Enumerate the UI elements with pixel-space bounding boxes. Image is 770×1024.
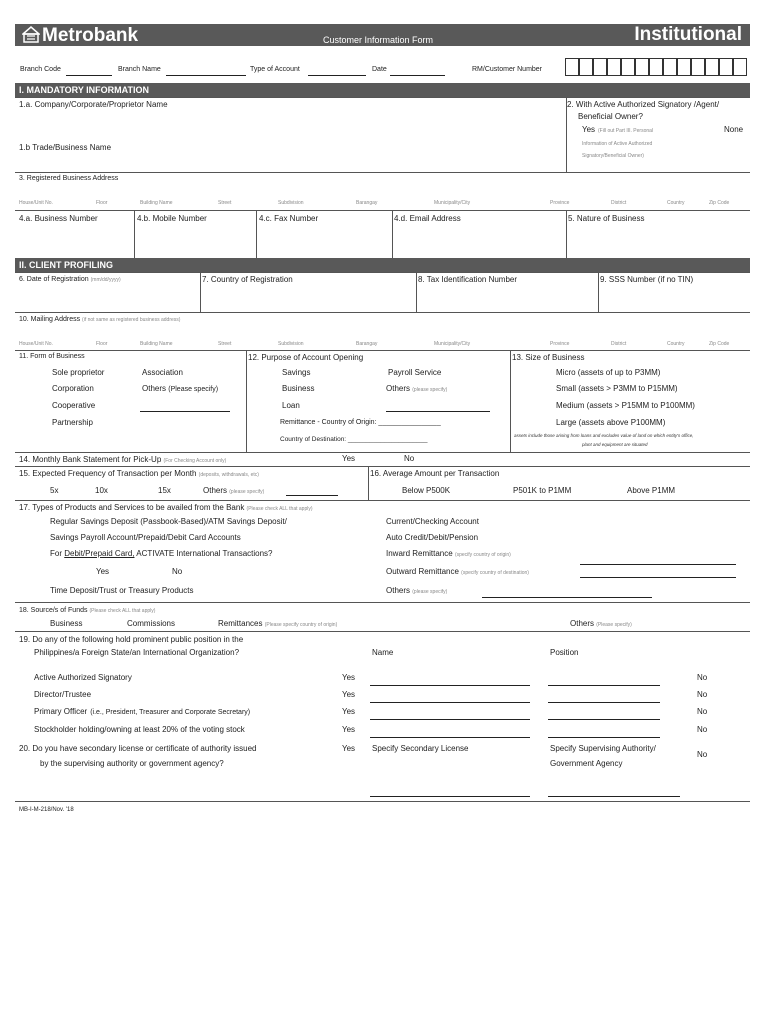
- q17-debit-activate: For Debit/Prepaid Card, ACTIVATE International Transactions?: [50, 549, 273, 558]
- q17-auto-credit[interactable]: Auto Credit/Debit/Pension: [386, 533, 479, 542]
- fax-number-label: 4.c. Fax Number: [259, 214, 319, 223]
- q19-yes[interactable]: Yes: [342, 673, 356, 682]
- q19-no[interactable]: No: [697, 673, 708, 682]
- q15-others-field[interactable]: [286, 495, 338, 496]
- rm-number-label: RM/Customer Number: [472, 66, 543, 73]
- q11-sole[interactable]: Sole proprietor: [52, 368, 105, 377]
- q13-small[interactable]: Small (assets > P3MM to P15MM): [556, 384, 678, 393]
- q16-mid[interactable]: P501K to P1MM: [513, 486, 572, 495]
- q17-yes[interactable]: Yes: [96, 567, 110, 576]
- q11-association[interactable]: Association: [142, 368, 183, 377]
- q12-loan[interactable]: Loan: [282, 401, 300, 410]
- q17-others-field[interactable]: [482, 597, 652, 598]
- q19-yes[interactable]: Yes: [342, 725, 356, 734]
- address-field-label: Subdivision: [278, 341, 304, 347]
- address-field-label: Province: [550, 341, 570, 347]
- address-field-label: House/Unit No.: [19, 341, 53, 347]
- rm-number-box[interactable]: [607, 58, 621, 76]
- address-field-label: Country: [667, 200, 685, 206]
- q17-others: Others (please specify): [386, 586, 448, 595]
- q19-row-label: Primary Officer (i.e., President, Treasurer and Corporate Secretary): [34, 707, 251, 716]
- address-field-label: Subdivision: [278, 200, 304, 206]
- q19-row-label: Director/Trustee: [34, 690, 92, 699]
- q19-position-field[interactable]: [548, 737, 660, 738]
- q18-remittances: Remittances (Please specify country of origin): [218, 619, 338, 628]
- form-type: Institutional: [634, 24, 742, 45]
- rm-number-box[interactable]: [593, 58, 607, 76]
- q20-specify-authority: Specify Supervising Authority/: [550, 744, 656, 753]
- q16-below[interactable]: Below P500K: [402, 486, 451, 495]
- q2-yes-option[interactable]: Yes: [582, 125, 596, 134]
- q12-label: 12. Purpose of Account Opening: [248, 353, 364, 362]
- date-label: Date: [372, 66, 387, 73]
- sss-label: 9. SSS Number (if no TIN): [600, 275, 694, 284]
- address-field-label: House/Unit No.: [19, 200, 53, 206]
- q12-others: Others (please specify): [386, 384, 448, 393]
- rm-number-box[interactable]: [635, 58, 649, 76]
- address-field-label: Country: [667, 341, 685, 347]
- q19-position-field[interactable]: [548, 685, 660, 686]
- q14-label: 14. Monthly Bank Statement for Pick-Up (For Checking Account only): [19, 455, 227, 464]
- address-field-label: Zip Code: [709, 200, 730, 206]
- q17-inward-field[interactable]: [580, 564, 736, 565]
- q11-corporation[interactable]: Corporation: [52, 384, 94, 393]
- q17-outward-field[interactable]: [580, 577, 736, 578]
- q19-name-field[interactable]: [370, 702, 530, 703]
- rm-number-box[interactable]: [705, 58, 719, 76]
- date-registration-label: 6. Date of Registration (mm/dd/yyyy): [19, 276, 121, 283]
- address-field-label: Building Name: [140, 200, 173, 206]
- rm-number-box[interactable]: [719, 58, 733, 76]
- q2-none-option[interactable]: None: [724, 125, 744, 134]
- mailing-address-label: 10. Mailing Address (if not same as registered business address): [19, 316, 181, 323]
- section-2-header: II. CLIENT PROFILING: [15, 258, 750, 272]
- q20-no[interactable]: No: [697, 750, 708, 759]
- q19-name-field[interactable]: [370, 737, 530, 738]
- q19-name-field[interactable]: [370, 685, 530, 686]
- q20-gov-agency: Government Agency: [550, 759, 623, 768]
- q17-outward: Outward Remittance (specify country of destination): [386, 567, 529, 576]
- account-type-field[interactable]: [308, 75, 366, 76]
- mobile-number-label: 4.b. Mobile Number: [137, 214, 207, 223]
- q2-yes-note-2: Information of Active Authorized: [582, 141, 653, 147]
- q12-others-field[interactable]: [386, 411, 490, 412]
- address-field-label: Zip Code: [709, 341, 730, 347]
- address-field-label: Province: [550, 200, 570, 206]
- address-field-label: Municipality/City: [434, 341, 471, 347]
- q13-medium[interactable]: Medium (assets > P15MM to P100MM): [556, 401, 695, 410]
- rm-number-box[interactable]: [663, 58, 677, 76]
- q20-label: 20. Do you have secondary license or certificate of authority issued: [19, 744, 257, 753]
- q19-yes[interactable]: Yes: [342, 690, 356, 699]
- q12-remit-dest[interactable]: Country of Destination: ______________________: [280, 436, 428, 443]
- address-field-label: Barangay: [356, 200, 378, 206]
- q13-label: 13. Size of Business: [512, 353, 585, 362]
- address-field-label: Street: [218, 200, 232, 206]
- q12-business[interactable]: Business: [282, 384, 315, 393]
- trade-name-label: 1.b Trade/Business Name: [19, 143, 112, 152]
- q17-label: 17. Types of Products and Services to be availed from the Bank (Please check ALL that apply): [19, 503, 313, 512]
- address-field-label: Building Name: [140, 341, 173, 347]
- q11-partnership[interactable]: Partnership: [52, 418, 93, 427]
- q19-label-b: Philippines/a Foreign State/an International Organization?: [34, 648, 240, 657]
- rm-number-box[interactable]: [621, 58, 635, 76]
- q20-authority-field[interactable]: [548, 796, 680, 797]
- rm-number-box[interactable]: [579, 58, 593, 76]
- q15-15x[interactable]: 15x: [158, 486, 171, 495]
- q18-commissions[interactable]: Commissions: [127, 619, 176, 628]
- q2-label-b: Beneficial Owner?: [578, 112, 643, 121]
- address-label: 3. Registered Business Address: [19, 175, 119, 182]
- q19-yes[interactable]: Yes: [342, 707, 356, 716]
- q11-others-field[interactable]: [140, 411, 230, 412]
- address-field-label: Floor: [96, 341, 108, 347]
- address-field-label: Municipality/City: [434, 200, 471, 206]
- q19-row-label: Stockholder holding/owning at least 20% of the voting stock: [34, 725, 245, 734]
- metrobank-logo-icon: [22, 26, 40, 43]
- q16-above[interactable]: Above P1MM: [627, 486, 676, 495]
- date-field[interactable]: [390, 75, 445, 76]
- q17-time-deposit[interactable]: Time Deposit/Trust or Treasury Products: [50, 586, 194, 595]
- q19-name-col: Name: [372, 648, 394, 657]
- q15-others: Others (please specify): [203, 486, 265, 495]
- email-label: 4.d. Email Address: [394, 214, 461, 223]
- form-title: Customer Information Form: [323, 35, 434, 45]
- q17-current[interactable]: Current/Checking Account: [386, 517, 479, 526]
- q20-license-field[interactable]: [370, 796, 530, 797]
- q13-micro[interactable]: Micro (assets of up to P3MM): [556, 368, 661, 377]
- q12-remit-origin[interactable]: Remittance - Country of Origin: ________________: [280, 419, 441, 426]
- branch-name-label: Branch Name: [118, 66, 161, 73]
- logo-text: Metrobank: [42, 25, 139, 46]
- section-1-header: I. MANDATORY INFORMATION: [15, 83, 750, 97]
- assets-note: assets include those arising from loans and excludes value of land on which entity's office,: [514, 433, 694, 438]
- company-name-label: 1.a. Company/Corporate/Proprietor Name: [19, 100, 168, 109]
- q15-5x[interactable]: 5x: [50, 486, 59, 495]
- q2-yes-note: (Fill out Part III. Personal: [598, 128, 654, 134]
- q18-others: Others (Please specify): [570, 619, 632, 628]
- q17-payroll-savings[interactable]: Savings Payroll Account/Prepaid/Debit Card Accounts: [50, 533, 241, 542]
- q19-no[interactable]: No: [697, 725, 708, 734]
- assets-note-2: plant and equipment are situated: [582, 442, 648, 447]
- q15-10x[interactable]: 10x: [95, 486, 108, 495]
- q20-specify-license: Specify Secondary License: [372, 744, 469, 753]
- q15-label: 15. Expected Frequency of Transaction per Month (deposits, withdrawals, etc): [19, 469, 259, 478]
- q17-regular-savings[interactable]: Regular Savings Deposit (Passbook-Based)/ATM Savings Deposit/: [50, 517, 287, 526]
- rm-number-box[interactable]: [649, 58, 663, 76]
- rm-number-box[interactable]: [691, 58, 705, 76]
- q19-no[interactable]: No: [697, 690, 708, 699]
- q18-business[interactable]: Business: [50, 619, 83, 628]
- q2-yes-note-3: Signatory/Beneficial Owner): [582, 153, 644, 159]
- rm-number-box[interactable]: [677, 58, 691, 76]
- rm-number-box[interactable]: [565, 58, 579, 76]
- q11-label: 11. Form of Business: [19, 353, 85, 360]
- address-field-label: District: [611, 200, 627, 206]
- q19-position-field[interactable]: [548, 702, 660, 703]
- address-field-label: District: [611, 341, 627, 347]
- q11-cooperative[interactable]: Cooperative: [52, 401, 96, 410]
- account-type-label: Type of Account: [250, 66, 300, 73]
- nature-of-business-label: 5. Nature of Business: [568, 214, 645, 223]
- q12-payroll[interactable]: Payroll Service: [388, 368, 442, 377]
- country-registration-label: 7. Country of Registration: [202, 275, 293, 284]
- q17-inward: Inward Remittance (specify country of origin): [386, 549, 511, 558]
- q13-large[interactable]: Large (assets above P100MM): [556, 418, 666, 427]
- q19-no[interactable]: No: [697, 707, 708, 716]
- q11-others: Others (Please specify): [142, 384, 219, 393]
- q14-no[interactable]: No: [404, 454, 415, 463]
- q20-yes[interactable]: Yes: [342, 744, 356, 753]
- branch-name-field[interactable]: [166, 75, 246, 76]
- q12-savings[interactable]: Savings: [282, 368, 311, 377]
- branch-code-field[interactable]: [66, 75, 112, 76]
- tin-label: 8. Tax Identification Number: [418, 275, 518, 284]
- q19-position-col: Position: [550, 648, 579, 657]
- q2-label: 2. With Active Authorized Signatory /Agent/: [567, 100, 720, 109]
- q17-no[interactable]: No: [172, 567, 183, 576]
- rm-number-box[interactable]: [733, 58, 747, 76]
- q16-label: 16. Average Amount per Transaction: [370, 469, 500, 478]
- q19-name-field[interactable]: [370, 719, 530, 720]
- q19-label: 19. Do any of the following hold prominent public position in the: [19, 635, 244, 644]
- q19-position-field[interactable]: [548, 719, 660, 720]
- address-field-label: Floor: [96, 200, 108, 206]
- q19-row-label: Active Authorized Signatory: [34, 673, 132, 682]
- q18-label: 18. Source/s of Funds (Please check ALL that apply): [19, 607, 156, 614]
- form-code-footer: MB-I-M-218/Nov. '18: [19, 807, 74, 813]
- branch-code-label: Branch Code: [20, 66, 61, 73]
- address-field-label: Street: [218, 341, 232, 347]
- business-number-label: 4.a. Business Number: [19, 214, 98, 223]
- q14-yes[interactable]: Yes: [342, 454, 356, 463]
- q20-label-b: by the supervising authority or government agency?: [40, 759, 224, 768]
- address-field-label: Barangay: [356, 341, 378, 347]
